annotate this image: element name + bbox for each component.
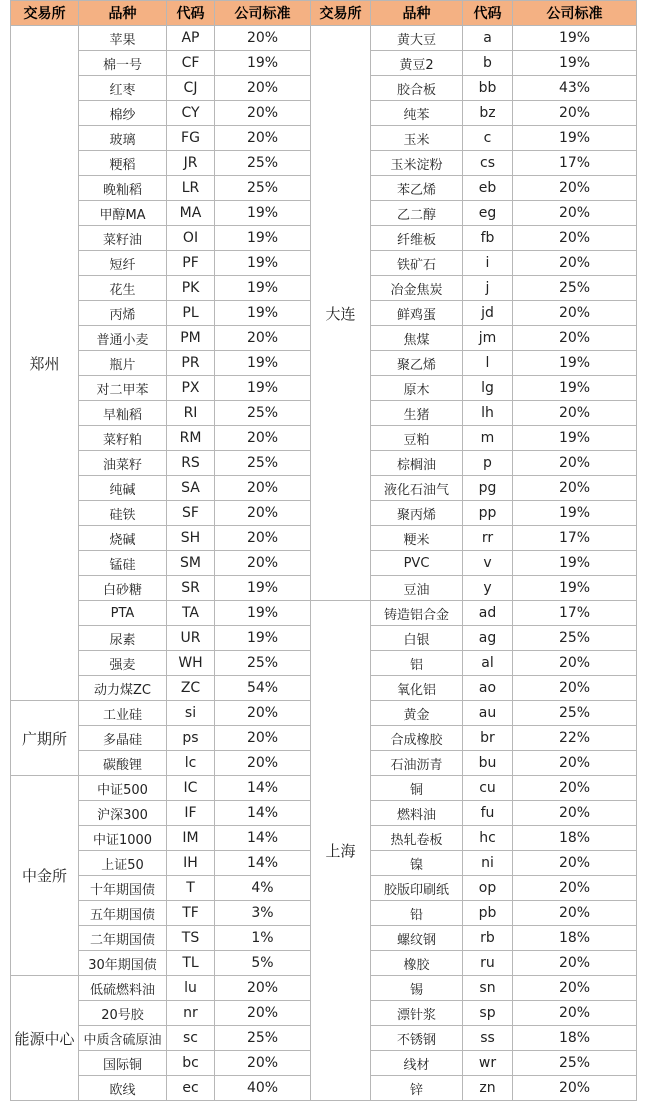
rate-cell: 20% [513,1076,637,1101]
rate-cell: 1% [215,926,311,951]
code-cell: ru [463,951,513,976]
variety-cell: 粳稻 [79,151,167,176]
rate-cell: 20% [513,801,637,826]
code-cell: CF [167,51,215,76]
code-cell: AP [167,26,215,51]
rate-cell: 25% [513,626,637,651]
variety-cell: 铅 [371,901,463,926]
rate-cell: 20% [215,126,311,151]
code-cell: sc [167,1026,215,1051]
rate-cell: 25% [513,276,637,301]
code-cell: sp [463,1001,513,1026]
variety-cell: 硅铁 [79,501,167,526]
code-cell: al [463,651,513,676]
variety-cell: 尿素 [79,626,167,651]
rate-cell: 25% [215,451,311,476]
variety-cell: 胶合板 [371,76,463,101]
rate-cell: 20% [513,901,637,926]
rate-cell: 20% [513,101,637,126]
code-cell: JR [167,151,215,176]
code-cell: PM [167,326,215,351]
rate-cell: 17% [513,526,637,551]
rate-cell: 25% [215,651,311,676]
code-cell: au [463,701,513,726]
variety-cell: 红枣 [79,76,167,101]
variety-cell: 欧线 [79,1076,167,1101]
variety-cell: 黄大豆 [371,26,463,51]
rate-cell: 20% [215,551,311,576]
code-cell: bz [463,101,513,126]
code-cell: IF [167,801,215,826]
variety-cell: 燃料油 [371,801,463,826]
code-cell: PL [167,301,215,326]
rate-cell: 20% [215,476,311,501]
variety-cell: 中证500 [79,776,167,801]
code-cell: SR [167,576,215,601]
code-cell: pp [463,501,513,526]
rate-cell: 20% [513,676,637,701]
code-cell: IM [167,826,215,851]
code-cell: IC [167,776,215,801]
code-cell: RM [167,426,215,451]
rate-cell: 20% [513,951,637,976]
variety-cell: 工业硅 [79,701,167,726]
code-cell: TF [167,901,215,926]
table-row [11,601,637,626]
code-cell: op [463,876,513,901]
rate-cell: 19% [215,251,311,276]
rate-cell: 20% [513,976,637,1001]
rate-cell: 20% [215,1051,311,1076]
code-cell: ao [463,676,513,701]
rate-cell: 19% [513,351,637,376]
variety-cell: 热轧卷板 [371,826,463,851]
variety-cell: 镍 [371,851,463,876]
variety-cell: PVC [371,551,463,576]
variety-cell: 锌 [371,1076,463,1101]
rate-cell: 19% [215,376,311,401]
variety-cell: 纯碱 [79,476,167,501]
code-cell: l [463,351,513,376]
code-cell: WH [167,651,215,676]
table-body [11,26,637,1101]
variety-cell: 强麦 [79,651,167,676]
code-cell: PR [167,351,215,376]
rate-cell: 20% [215,501,311,526]
variety-cell: 棕榈油 [371,451,463,476]
header-variety-right: 品种 [371,1,463,26]
code-cell: b [463,51,513,76]
variety-cell: 碳酸锂 [79,751,167,776]
code-cell: br [463,726,513,751]
variety-cell: 橡胶 [371,951,463,976]
rate-cell: 20% [215,1001,311,1026]
rate-cell: 20% [513,251,637,276]
code-cell: lc [167,751,215,776]
variety-cell: 胶版印刷纸 [371,876,463,901]
variety-cell: 二年期国债 [79,926,167,951]
variety-cell: 油菜籽 [79,451,167,476]
rate-cell: 19% [215,201,311,226]
exchange-cell-left: 中金所 [11,776,79,976]
rate-cell: 20% [513,326,637,351]
header-exchange-right: 交易所 [311,1,371,26]
code-cell: m [463,426,513,451]
code-cell: RI [167,401,215,426]
rate-cell: 20% [215,76,311,101]
variety-cell: 对二甲苯 [79,376,167,401]
rate-cell: 18% [513,826,637,851]
rate-cell: 19% [215,601,311,626]
rate-cell: 19% [513,126,637,151]
variety-cell: 中质含硫原油 [79,1026,167,1051]
variety-cell: 苯乙烯 [371,176,463,201]
rate-cell: 19% [513,576,637,601]
code-cell: lg [463,376,513,401]
rate-cell: 25% [215,176,311,201]
code-cell: fu [463,801,513,826]
code-cell: lh [463,401,513,426]
rate-cell: 20% [513,301,637,326]
rate-cell: 20% [513,876,637,901]
code-cell: TA [167,601,215,626]
header-standard-right: 公司标准 [513,1,637,26]
variety-cell: 漂针浆 [371,1001,463,1026]
exchange-cell-left: 郑州 [11,26,79,701]
header-code-left: 代码 [167,1,215,26]
rate-cell: 3% [215,901,311,926]
variety-cell: 纯苯 [371,101,463,126]
code-cell: v [463,551,513,576]
variety-cell: 白银 [371,626,463,651]
variety-cell: 中证1000 [79,826,167,851]
code-cell: UR [167,626,215,651]
variety-cell: 铁矿石 [371,251,463,276]
rate-cell: 14% [215,826,311,851]
variety-cell: 氧化铝 [371,676,463,701]
code-cell: ps [167,726,215,751]
variety-cell: 锡 [371,976,463,1001]
code-cell: LR [167,176,215,201]
variety-cell: 聚乙烯 [371,351,463,376]
variety-cell: 20号胶 [79,1001,167,1026]
margin-standard-table [10,0,637,1101]
code-cell: j [463,276,513,301]
rate-cell: 18% [513,926,637,951]
rate-cell: 20% [513,851,637,876]
code-cell: jd [463,301,513,326]
rate-cell: 19% [215,351,311,376]
variety-cell: PTA [79,601,167,626]
code-cell: IH [167,851,215,876]
variety-cell: 白砂糖 [79,576,167,601]
code-cell: ZC [167,676,215,701]
rate-cell: 17% [513,601,637,626]
variety-cell: 沪深300 [79,801,167,826]
code-cell: bc [167,1051,215,1076]
rate-cell: 43% [513,76,637,101]
code-cell: SH [167,526,215,551]
rate-cell: 25% [513,1051,637,1076]
rate-cell: 20% [215,751,311,776]
rate-cell: 14% [215,851,311,876]
header-exchange-left: 交易所 [11,1,79,26]
rate-cell: 19% [513,501,637,526]
code-cell: zn [463,1076,513,1101]
code-cell: sn [463,976,513,1001]
rate-cell: 20% [513,201,637,226]
code-cell: ad [463,601,513,626]
exchange-cell-right: 大连 [311,26,371,601]
rate-cell: 20% [513,751,637,776]
rate-cell: 22% [513,726,637,751]
code-cell: jm [463,326,513,351]
code-cell: OI [167,226,215,251]
code-cell: rb [463,926,513,951]
code-cell: rr [463,526,513,551]
code-cell: ss [463,1026,513,1051]
variety-cell: 花生 [79,276,167,301]
code-cell: eg [463,201,513,226]
header-standard-left: 公司标准 [215,1,311,26]
rate-cell: 25% [215,151,311,176]
rate-cell: 4% [215,876,311,901]
header-code-right: 代码 [463,1,513,26]
rate-cell: 20% [513,176,637,201]
rate-cell: 20% [513,1001,637,1026]
rate-cell: 20% [215,976,311,1001]
rate-cell: 20% [215,701,311,726]
variety-cell: 玉米淀粉 [371,151,463,176]
rate-cell: 20% [215,326,311,351]
variety-cell: 焦煤 [371,326,463,351]
rate-cell: 20% [215,101,311,126]
variety-cell: 锰硅 [79,551,167,576]
variety-cell: 铜 [371,776,463,801]
code-cell: si [167,701,215,726]
code-cell: pb [463,901,513,926]
rate-cell: 20% [513,651,637,676]
code-cell: T [167,876,215,901]
rate-cell: 19% [513,26,637,51]
variety-cell: 线材 [371,1051,463,1076]
rate-cell: 19% [513,551,637,576]
rate-cell: 19% [215,301,311,326]
code-cell: cu [463,776,513,801]
variety-cell: 粳米 [371,526,463,551]
code-cell: PX [167,376,215,401]
variety-cell: 螺纹钢 [371,926,463,951]
code-cell: bu [463,751,513,776]
rate-cell: 14% [215,801,311,826]
code-cell: RS [167,451,215,476]
rate-cell: 19% [513,426,637,451]
rate-cell: 20% [215,526,311,551]
variety-cell: 菜籽粕 [79,426,167,451]
variety-cell: 普通小麦 [79,326,167,351]
rate-cell: 19% [215,226,311,251]
code-cell: hc [463,826,513,851]
variety-cell: 苹果 [79,26,167,51]
rate-cell: 5% [215,951,311,976]
variety-cell: 早籼稻 [79,401,167,426]
variety-cell: 烧碱 [79,526,167,551]
variety-cell: 黄金 [371,701,463,726]
rate-cell: 19% [215,626,311,651]
code-cell: c [463,126,513,151]
rate-cell: 20% [513,776,637,801]
rate-cell: 19% [513,376,637,401]
variety-cell: 棉一号 [79,51,167,76]
code-cell: fb [463,226,513,251]
variety-cell: 晚籼稻 [79,176,167,201]
code-cell: pg [463,476,513,501]
variety-cell: 丙烯 [79,301,167,326]
code-cell: FG [167,126,215,151]
code-cell: TS [167,926,215,951]
header-row [11,1,637,26]
variety-cell: 液化石油气 [371,476,463,501]
variety-cell: 棉纱 [79,101,167,126]
rate-cell: 25% [215,1026,311,1051]
code-cell: ag [463,626,513,651]
rate-cell: 18% [513,1026,637,1051]
variety-cell: 铸造铝合金 [371,601,463,626]
code-cell: SF [167,501,215,526]
variety-cell: 甲醇MA [79,201,167,226]
header-variety-left: 品种 [79,1,167,26]
variety-cell: 玉米 [371,126,463,151]
variety-cell: 五年期国债 [79,901,167,926]
variety-cell: 上证50 [79,851,167,876]
variety-cell: 多晶硅 [79,726,167,751]
rate-cell: 19% [215,576,311,601]
code-cell: wr [463,1051,513,1076]
rate-cell: 25% [513,701,637,726]
rate-cell: 54% [215,676,311,701]
code-cell: eb [463,176,513,201]
variety-cell: 豆粕 [371,426,463,451]
code-cell: CY [167,101,215,126]
variety-cell: 生猪 [371,401,463,426]
rate-cell: 20% [513,226,637,251]
code-cell: y [463,576,513,601]
variety-cell: 冶金焦炭 [371,276,463,301]
code-cell: SA [167,476,215,501]
variety-cell: 玻璃 [79,126,167,151]
variety-cell: 黄豆2 [371,51,463,76]
rate-cell: 20% [513,476,637,501]
variety-cell: 豆油 [371,576,463,601]
code-cell: p [463,451,513,476]
variety-cell: 不锈钢 [371,1026,463,1051]
rate-cell: 20% [215,726,311,751]
rate-cell: 20% [513,401,637,426]
code-cell: cs [463,151,513,176]
variety-cell: 瓶片 [79,351,167,376]
rate-cell: 20% [215,26,311,51]
variety-cell: 纤维板 [371,226,463,251]
rate-cell: 17% [513,151,637,176]
rate-cell: 14% [215,776,311,801]
rate-cell: 19% [513,51,637,76]
rate-cell: 19% [215,276,311,301]
variety-cell: 30年期国债 [79,951,167,976]
variety-cell: 动力煤ZC [79,676,167,701]
variety-cell: 低硫燃料油 [79,976,167,1001]
code-cell: bb [463,76,513,101]
variety-cell: 原木 [371,376,463,401]
variety-cell: 菜籽油 [79,226,167,251]
rate-cell: 20% [215,426,311,451]
variety-cell: 石油沥青 [371,751,463,776]
code-cell: ec [167,1076,215,1101]
code-cell: TL [167,951,215,976]
variety-cell: 乙二醇 [371,201,463,226]
code-cell: a [463,26,513,51]
rate-cell: 40% [215,1076,311,1101]
exchange-cell-left: 广期所 [11,701,79,776]
table-row [11,26,637,51]
rate-cell: 25% [215,401,311,426]
variety-cell: 十年期国债 [79,876,167,901]
variety-cell: 铝 [371,651,463,676]
code-cell: PK [167,276,215,301]
variety-cell: 聚丙烯 [371,501,463,526]
code-cell: PF [167,251,215,276]
rate-cell: 20% [513,451,637,476]
code-cell: CJ [167,76,215,101]
rate-cell: 19% [215,51,311,76]
code-cell: nr [167,1001,215,1026]
variety-cell: 合成橡胶 [371,726,463,751]
exchange-cell-right: 上海 [311,601,371,1101]
margin-table-container [10,0,636,1101]
exchange-cell-left: 能源中心 [11,976,79,1101]
code-cell: lu [167,976,215,1001]
variety-cell: 鲜鸡蛋 [371,301,463,326]
variety-cell: 短纤 [79,251,167,276]
code-cell: SM [167,551,215,576]
code-cell: MA [167,201,215,226]
code-cell: i [463,251,513,276]
code-cell: ni [463,851,513,876]
variety-cell: 国际铜 [79,1051,167,1076]
